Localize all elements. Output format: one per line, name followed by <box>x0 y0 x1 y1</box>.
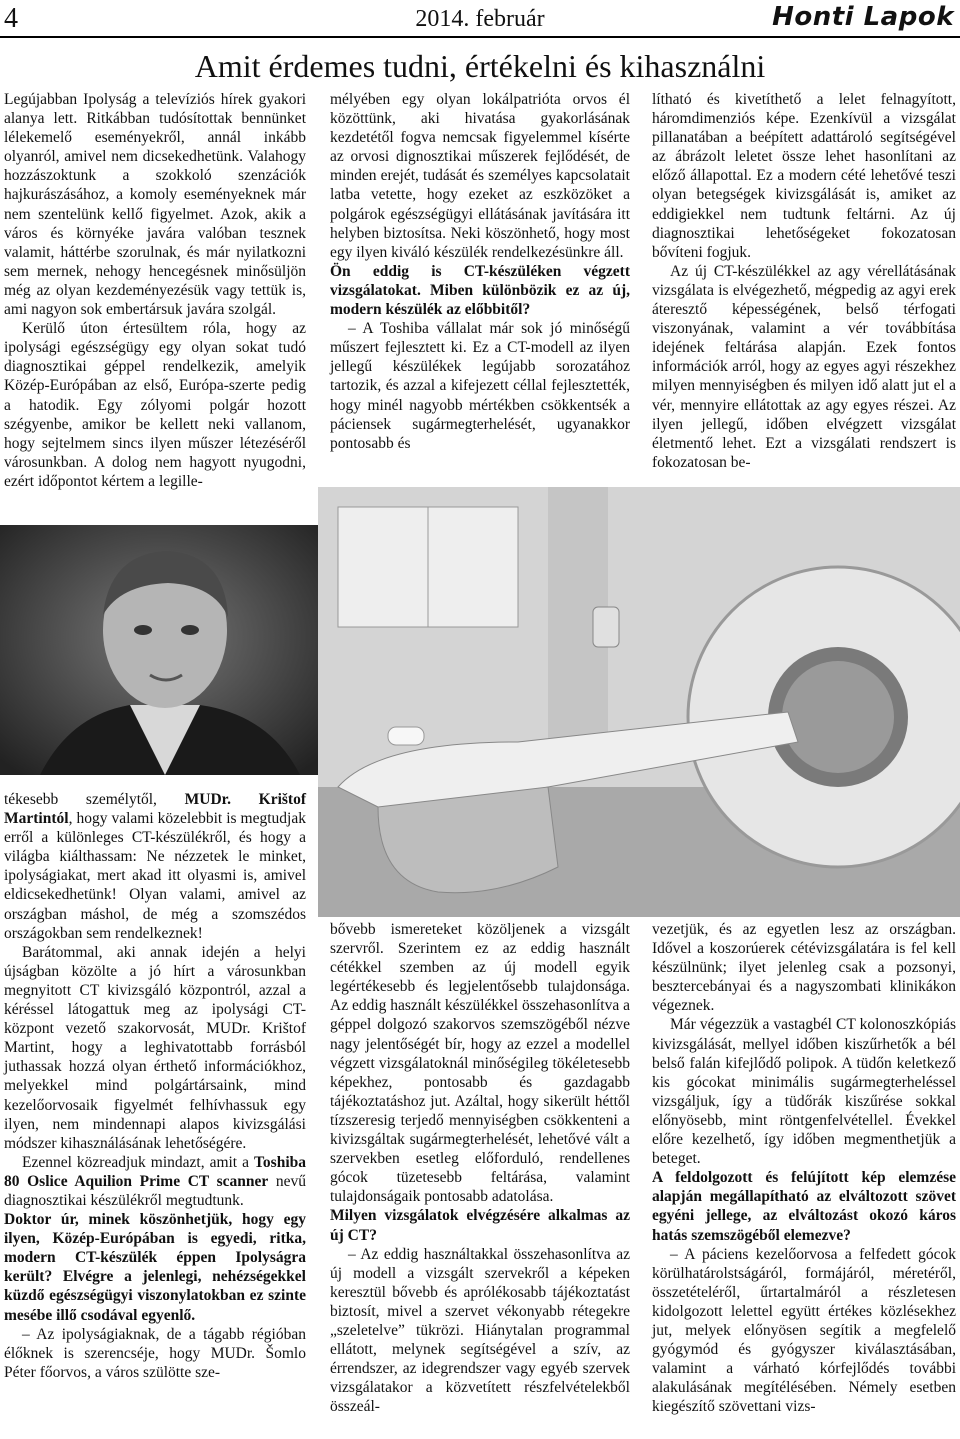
portrait-illustration <box>0 525 318 775</box>
paragraph: lítható és kivetíthető a lelet felnagyított, háromdimenziós képe. Ezenkívül a vizsgálat pillanatában a beépített adattároló segítségével az ábrázolt leletet össze lehet hasonlítani az előző állapottal. Ez a modern cété lehetővé teszi olyan betegségek kivizsgálását is, amiket az eddigiekkel nem tudtunk feltárni. Az új diagnosztikai lehetőségeket fokozatosan bővíteni fogjuk. <box>652 91 956 261</box>
column-1-top <box>4 90 306 491</box>
publication-name: Honti Lapok <box>772 2 954 32</box>
portrait-photo <box>0 525 318 775</box>
page-header <box>0 0 960 40</box>
paragraph: Már végezzük a vastagbél CT kolonoszkópiás kivizsgálását, mellyel időben kiszűrhetők a bél belső falán kifejlődő polipok. A tüdőn keletkező kis gócokat minimális sugármegterheléssel vizsgáljuk, így a tüdőrák kiszűrése sokkal előnyösebb, mint röntgenfelvétellel. Évekkel előre kezelhető, így időben megmenthetjük a beteget. <box>652 1016 956 1168</box>
article-title: Amit érdemes tudni, értékelni és kihasználni <box>194 48 766 84</box>
column-3-bottom <box>652 920 956 1416</box>
ct-scanner-photo <box>318 487 960 917</box>
paragraph: bővebb ismereteket közöljenek a vizsgált szervről. Szerintem ez az eddig használt cétékkel szemben az új modell egyik legértékesebb és legjelentősebb tulajdonsága. Az eddig használt készülékkel összehasonlítva a géppel dolgozó szakorvos szemszögéből nézve nagy jelentőségét bír, hogy az ezzel a modellel végzett vizsgálatoknál minőségileg tökéletesebb képekhez, pontosabb és gazdagabb tájékoztatáshoz jut. Azáltal, hogy sikerült héttől tízszeresig terjedő mennyiségben csökkenteni a kivizsgáltak sugármegterhelését, lehetővé vált a szervekben esetleg előforduló, rendellenes gócok tüzetesebb feltárása, valamint tulajdonságaik pontosabb adatolása. <box>330 921 630 1206</box>
paragraph: Ezennel közreadjuk mindazt, amit a Toshiba 80 Oslice Aquilion Prime CT scanner nevű diagnosztikai készülékről megtudtunk. <box>4 1153 306 1209</box>
paragraph: Az új CT-készülékkel az agy vérellátásának vizsgálata is elvégezhető, mégpedig az agyi erek áteresztő képességének, belső térfogati viszonyának, valamint a vér továbbítása idejének feltárása alapján. Ezek fontos információk arról, hogy az egyes agyi részekhez milyen mennyiségben és milyen idő alatt jut el a vér, mennyire ellátottak az agy egyes részei. Az ilyen jellegű, időben elvégzett vizsgálat életmentő lehet. Ezt a vizsgálati rendszert is fokozatosan be- <box>652 262 956 471</box>
answer: – A páciens kezelőorvosa a felfedett gócok körülhatárolstságáról, formájáról, méretéről, összetételéről, űrtartalmáról a részletesen kidolgozott lelettel együtt értékes közlésekhez jut, melyek előnyösen segítik a megfelelő gyógymód és gyógyszer kiválasztásában, valamint a várható kórfejlődés további alakulásának megítélésében. Némely esetben kiegészítő szövettani vizs- <box>652 1245 956 1416</box>
answer: – A Toshiba vállalat már sok jó minőségű műszert fejlesztett ki. Ez a CT-modell az ilyen jellegű készülékek legújabb sorozatához tartozik, és azzal a kifejezett céllal fejlesztették, hogy minél nagyobb mértékben csökkentsék a páciensek sugármegterhelését, ugyanakkor pontosabb és <box>330 320 630 452</box>
paragraph: Legújabban Ipolyság a televíziós hírek gyakori alanya lett. Ritkábban tudósítottak bennünket lélekemelő eseményekről, annál inkább olyanról, amivel nem dicsekedhetünk. Valahogy hozzászoktunk a szokkoló szenzációk hajkurászásához, a komoly eseményeknek már nem szentelünk kellő figyelmet. Azok, akik a város és környéke javára valóban tesznek valamit, háttérbe szorulnak, és már nyilatkozni sem mernek, nehogy hencegésnek minősüljön még az olyan kezdeményezésük vagy tettük is, ami nagyon sok embertársuk javára szolgál. <box>4 91 306 319</box>
question: Milyen vizsgálatok elvégzésére alkalmas az új CT? <box>330 1207 630 1244</box>
column-2-top <box>330 90 630 453</box>
paragraph: vezetjük, és az egyetlen lesz az országban. Idővel a koszorúerek cétévizsgálatára is fel kell készülnünk; ilyet jelenleg csak a pozsonyi, besztercebányai és a nagyszombati klinikákon végeznek. <box>652 921 956 1015</box>
column-1-bottom <box>4 790 306 1382</box>
ct-scanner-illustration <box>318 487 960 917</box>
header-rule <box>0 36 960 38</box>
page-number: 4 <box>4 3 18 34</box>
column-3-top <box>652 90 956 472</box>
issue-date: 2014. február <box>415 6 545 32</box>
question: Doktor úr, minek köszönhetjük, hogy egy ilyen, Közép-Európában is egyedi, ritka, modern CT-készülék éppen Ipolyságra került? Elvégre a jelenlegi, nehézségekkel küzdő egészségügyi viszonylatokban ez szinte mesébe illő csodával egyenlő. <box>4 1211 306 1324</box>
question: A feldolgozott és felújított kép elemzése alapján megállapítható az elváltozott szövet egyéni jellege, az elváltozást okozó káros hatás szemszögéből elemezve? <box>652 1169 956 1244</box>
column-2-bottom <box>330 920 630 1416</box>
question: Ön eddig is CT-készüléken végzett vizsgálatokat. Miben különbözik ez az új, modern készülék az előbbitől? <box>330 262 630 319</box>
paragraph: Barátommal, aki annak idején a helyi újságban közölte a jó hírt a városunkban megnyitott CT kivizsgáló központról, azzal a kéréssel látogattuk meg az ipolysági CT-központ vezető szakorvosát, MUDr. Krištof Martint, hogy a leghivatottabb forrásból juthassak hozzá olyan érthető információkhoz, melyekkel mind polgártársaink, mind kezelőorvosaik figyelmét felhívhassuk egy ilyen, nem mindennapi alapos kivizsgálási módszer kihasználásának lehetőségére. <box>4 943 306 1152</box>
paragraph: mélyében egy olyan lokálpatrióta orvos él közöttünk, aki hivatása gyakorlásának kezdetétől fogva nemcsak figyelemmel kísérte az orvosi dignosztikai műszerek fejlődését, de minden erejét, tudását és személyes kapcsolatait latba vetette, hogy ezeket az eszközöket a polgárok egészségügyi ellátásának javítására itt helyben biztosítsa. Neki köszönhető, hogy most egy ilyen kiváló készülék rendelkezésünkre áll. <box>330 91 630 261</box>
paragraph: Kerülő úton értesültem róla, hogy az ipolysági egészségügy egy olyan sokat tudó diagnosztikai géppel rendelkezik, amelyik Közép-Európában az első, Európa-szerte pedig a hatodik. Egy zólyomi polgár hozott szégyenbe, amikor be kellett neki vallanom, hogy sejtelmem sincs ilyen műszer létezéséről városunkban. A dolog nem hagyott nyugodni, ezért időpontot kértem a legille- <box>4 320 306 490</box>
answer: – Az eddig használtakkal összehasonlítva az új modell a vizsgált szervekről a képeken keresztül bővebb és aprólékosabb tájékoztatást biztosít, mivel a szervet vékonyabb rétegekre „szeletelve” tükrözi. Hiánytalan programmal ellátott, melynek segítségével a szív, az érrendszer, az idegrendszer vagy egyéb szervek vizsgálatakor a közvetített részfelvételekből összeál- <box>330 1245 630 1416</box>
answer: – Az ipolyságiaknak, de a tágabb régióban élőknek is szerencséje, hogy MUDr. Šomlo Péter főorvos, a város szülötte sze- <box>4 1325 306 1381</box>
paragraph: tékesebb személytől, MUDr. Krištof Martintól, hogy valami közelebbit is megtudjak erről a különleges CT-készülékről, és hogy a világba kiálthassam: Ne nézzetek le minket, ipolyságiakat, mert akad itt olyasmi is, amivel eldicsekedhetünk! Olyan valami, amivel az országban máshol, de még a szomszédos országokban sem rendelkeznek! <box>4 791 307 942</box>
